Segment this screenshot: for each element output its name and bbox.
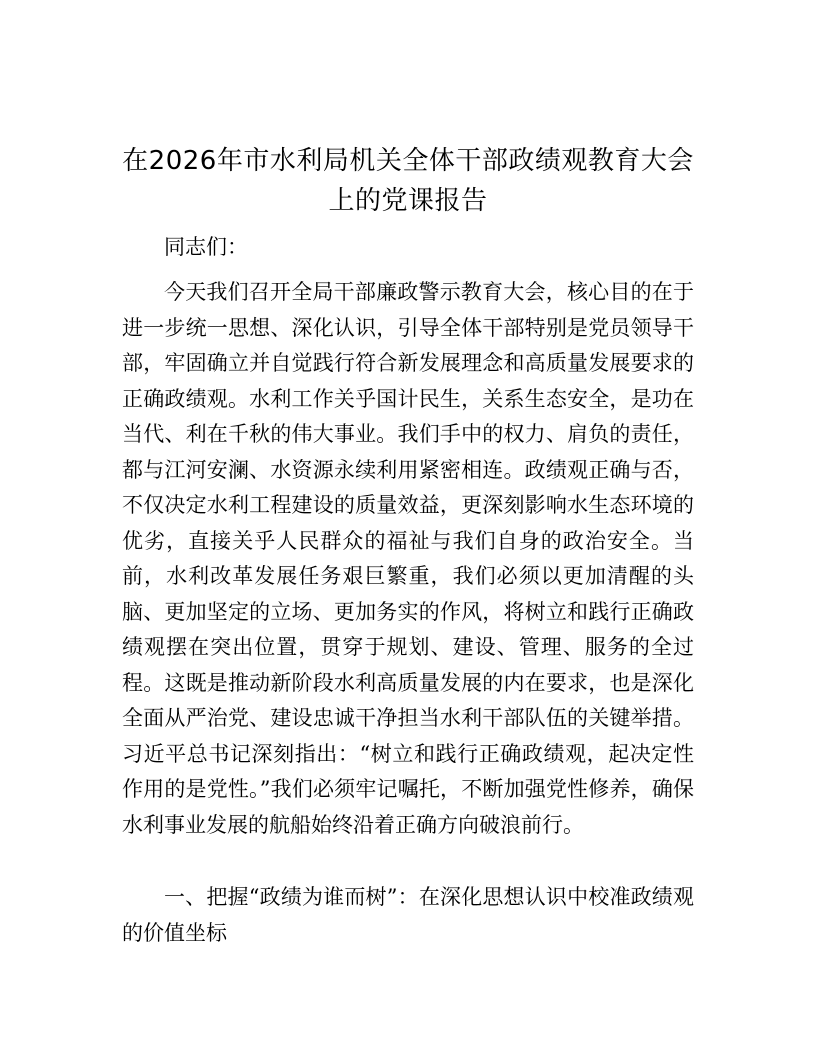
document-title: 在2026年市水利局机关全体干部政绩观教育大会上的党课报告 bbox=[122, 146, 694, 216]
section-heading: 一、把握“政绩为谁而树”：在深化思想认识中校准政绩观的价值坐标 bbox=[122, 885, 694, 945]
body-paragraph: 今天我们召开全局干部廉政警示教育大会，核心目的在于进一步统一思想、深化认识，引导全体干部特别是党员领导干部，牢固确立并自觉践行符合新发展理念和高质量发展要求的正确政绩观。水利工作关乎国计民生，关系生态安全，是功在当代、利在千秋的伟大事业。我们手中的权力、肩负的责任，都与江河安澜、水资源永续利用紧密相连。政绩观正确与否，不仅决定水利工程建设的质量效益，更深刻影响水生态环境的优劣，直接关乎人民群众的福祉与我们自身的政治安全。当前，水利改革发展任务艰巨繁重，我们必须以更加清醒的头脑、更加坚定的立场、更加务实的作风，将树立和践行正确政绩观摆在突出位置，贯穿于规划、建设、管理、服务的全过程。这既是推动新阶段水利高质量发展的内在要求，也是深化全面从严治党、建设忠诚干净担当水利干部队伍的关键举措。习近平总书记深刻指出：“树立和践行正确政绩观，起决定性作用的是党性。”我们必须牢记嘱托，不断加强党性修养，确保水利事业发展的航船始终沿着正确方向破浪前行。 bbox=[122, 280, 694, 837]
salutation: 同志们： bbox=[164, 235, 248, 259]
